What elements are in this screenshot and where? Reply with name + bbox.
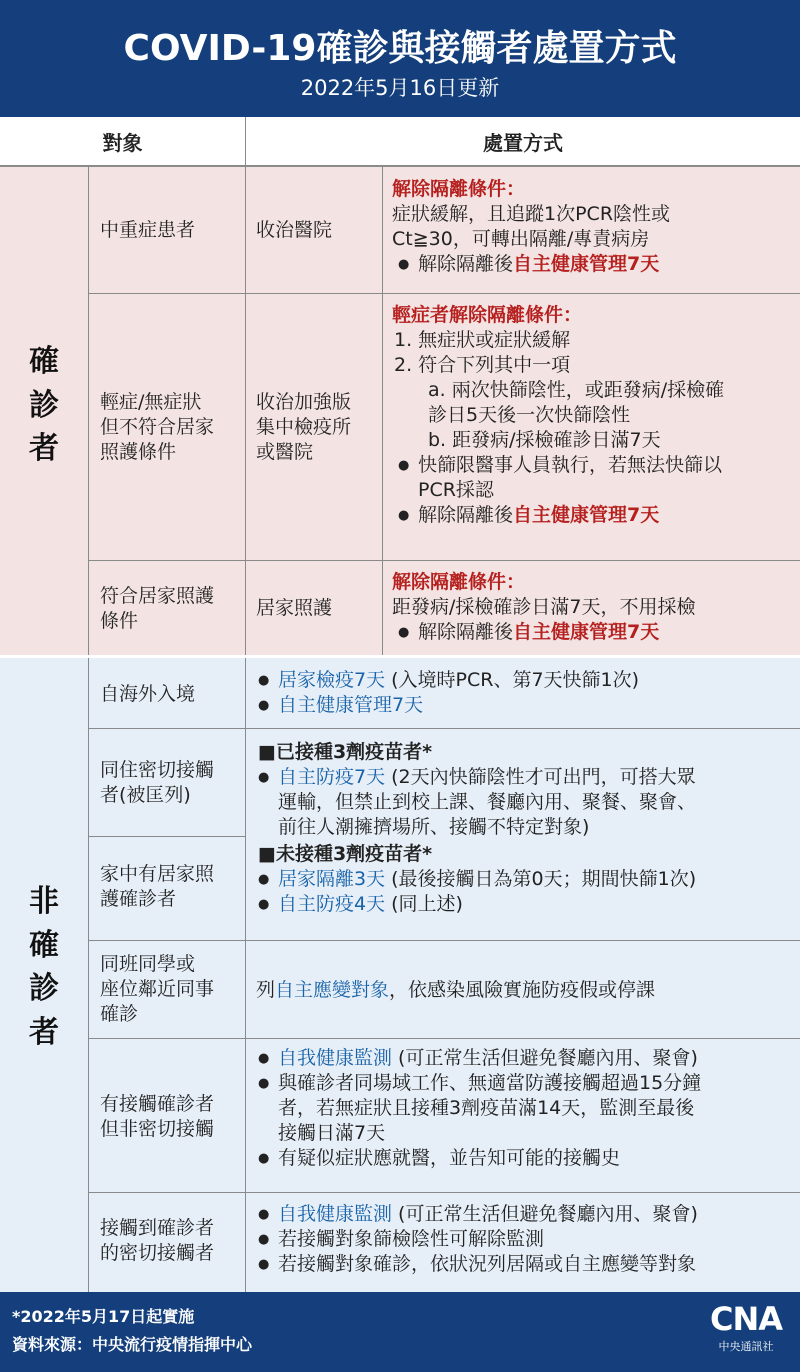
highlight-text: 自主防疫4天: [278, 893, 386, 915]
divider: [88, 560, 800, 561]
condition-item: 1. 無症狀或症狀緩解: [394, 329, 571, 351]
bullet-item: ● 快篩限醫事人員執行，若無法快篩以 PCR採認: [398, 453, 797, 503]
bullet-item: ● 若接觸對象確診，依狀況列居隔或自主應變等對象: [258, 1252, 796, 1277]
target-mild: 輕症/無症狀 但不符合居家 照護條件: [100, 391, 215, 463]
measure-classmate: 列自主應變對象，依感染風險實施防疫假或停課: [256, 979, 656, 1001]
target-home-care: 符合居家照護 條件: [100, 585, 215, 632]
condition-line: 症狀緩解，且追蹤1次PCR陰性或: [392, 203, 671, 225]
vaccinated-title: ■已接種3劑疫苗者*: [258, 741, 433, 763]
divider: [245, 658, 246, 1292]
target-household-contact: 同住密切接觸 者(被匡列): [100, 759, 215, 806]
bullet-item: ● 自我健康監測 (可正常生活但避免餐廳內用、聚會): [258, 1202, 796, 1227]
bullet-item: ● 居家隔離3天 (最後接觸日為第0天；期間快篩1次): [258, 867, 796, 892]
highlight-text: 居家隔離3天: [278, 868, 386, 890]
bullet-item: ● 自主防疫4天 (同上述): [258, 892, 796, 917]
measure-home-care: [392, 570, 797, 645]
place-hospital: 收治醫院: [256, 219, 333, 241]
bullet-item: ● 解除隔離後自主健康管理7天: [398, 503, 797, 528]
highlight-text: 自我健康監測: [278, 1203, 393, 1225]
divider: [88, 1192, 800, 1193]
measure-household: [258, 740, 796, 917]
highlight-text: 自主防疫7天: [278, 766, 386, 788]
divider: [88, 836, 245, 837]
bullet-item: ● 自我健康監測 (可正常生活但避免餐廳內用、聚會): [258, 1046, 796, 1071]
highlight-text: 自主應變對象: [275, 979, 390, 1001]
place-home-care: 居家照護: [256, 597, 333, 619]
bullet-item: ● 若接觸對象篩檢陰性可解除監測: [258, 1227, 796, 1252]
column-header-measure: 處置方式: [245, 117, 800, 167]
highlight-text: 自主健康管理7天: [513, 253, 660, 275]
bullet-item: [258, 693, 796, 718]
measure-mild: [392, 303, 797, 528]
release-condition-title: 解除隔離條件：: [392, 571, 526, 593]
measure-non-close-contact: [258, 1046, 796, 1171]
highlight-text: 自主健康管理7天: [278, 694, 424, 716]
target-home-care-household: 家中有居家照 護確診者: [100, 863, 215, 910]
condition-subitem: a. 兩次快篩陰性，或距發病/採檢確 診日5天後一次快篩陰性: [428, 379, 725, 426]
divider: [382, 167, 383, 655]
highlight-text: 自主健康管理7天: [513, 621, 660, 643]
header-banner: [0, 0, 800, 117]
divider: [88, 658, 89, 1292]
target-non-close-contact: 有接觸確診者 但非密切接觸: [100, 1093, 215, 1140]
measure-overseas: [258, 668, 796, 718]
divider: [88, 293, 800, 294]
bullet-item: ● 有疑似症狀應就醫，並告知可能的接觸史: [258, 1146, 796, 1171]
release-condition-title: 解除隔離條件：: [392, 178, 526, 200]
release-condition-title: 輕症者解除隔離條件：: [392, 304, 583, 326]
bullet-item: ● 解除隔離後自主健康管理7天: [398, 620, 797, 645]
confirmed-group-label: 確 診 者: [29, 344, 59, 466]
condition-subitem: b. 距發病/採檢確診日滿7天: [428, 429, 661, 451]
bullet-item: ● 解除隔離後自主健康管理7天: [398, 252, 797, 277]
highlight-text: 自我健康監測: [278, 1047, 393, 1069]
target-secondary-contact: 接觸到確診者 的密切接觸者: [100, 1217, 215, 1264]
unvaccinated-title: ■未接種3劑疫苗者*: [258, 843, 433, 865]
divider: [88, 728, 800, 729]
highlight-text: 自主健康管理7天: [513, 504, 660, 526]
column-header-target: 對象: [0, 117, 245, 167]
target-severe: 中重症患者: [100, 219, 196, 241]
target-overseas: 自海外入境: [100, 683, 196, 705]
measure-severe: [392, 177, 797, 277]
source-credit: 資料來源：中央流行疫情指揮中心: [12, 1335, 253, 1354]
divider: [245, 167, 246, 655]
measure-secondary-contact: [258, 1202, 796, 1277]
cna-logo-text: 中央通訊社: [718, 1340, 774, 1353]
cna-logo: [706, 1300, 786, 1366]
divider: [88, 1038, 800, 1039]
condition-line: 距發病/採檢確診日滿7天，不用採檢: [392, 596, 696, 618]
non-confirmed-group-label: 非 確 診 者: [29, 884, 59, 1050]
bullet-item: ● 居家檢疫7天 (入境時PCR、第7天快篩1次): [258, 668, 796, 693]
target-classmate: 同班同學或 座位鄰近同事 確診: [100, 953, 215, 1025]
bullet-item: ● 與確診者同場域工作、無適當防護接觸超過15分鐘 者，若無症狀且接種3劑疫苗滿14天，監測至最後 接觸日滿7天: [258, 1071, 796, 1146]
condition-line: Ct≧30，可轉出隔離/專責病房: [392, 228, 650, 250]
update-date: 2022年5月16日更新: [300, 76, 500, 100]
cna-logo-mark: CNA: [709, 1300, 783, 1338]
page-title: COVID-19確診與接觸者處置方式: [123, 28, 677, 69]
footnote: *2022年5月17日起實施: [12, 1307, 195, 1326]
divider: [88, 940, 800, 941]
footer: [0, 1292, 800, 1372]
place-quarantine-center: 收治加強版 集中檢疫所 或醫院: [256, 391, 352, 463]
condition-item: 2. 符合下列其中一項: [394, 354, 571, 376]
highlight-text: 居家檢疫7天: [278, 669, 386, 691]
divider: [88, 167, 89, 655]
bullet-item: ● 自主防疫7天 (2天內快篩陰性才可出門，可搭大眾 運輸，但禁止到校上課、餐廳內用、聚餐、聚會、 前往人潮擁擠場所、接觸不特定對象): [258, 765, 796, 840]
